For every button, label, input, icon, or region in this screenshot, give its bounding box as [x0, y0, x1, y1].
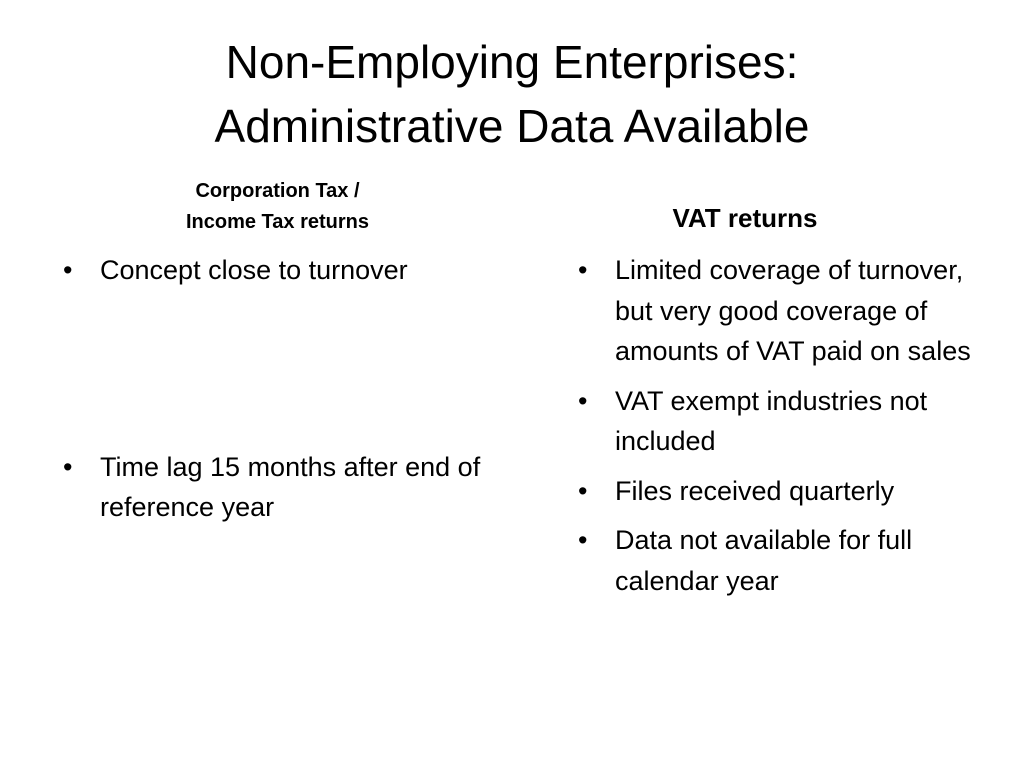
vat-returns-heading — [580, 200, 910, 236]
list-item: • Data not available for full calendar year — [575, 520, 995, 601]
corporation-tax-bullet-list — [60, 250, 490, 528]
corporation-tax-heading — [120, 176, 435, 238]
vat-returns-bullet-list — [575, 250, 995, 610]
slide-title-line-2: Administrative Data Available — [214, 100, 810, 152]
list-item: • VAT exempt industries not included — [575, 381, 995, 462]
corporation-tax-heading-line-1: Corporation Tax / — [195, 180, 360, 202]
list-item: • Limited coverage of turnover, but very good coverage of amounts of VAT paid on sales — [575, 250, 995, 372]
slide-title — [0, 30, 1024, 158]
list-item: • Files received quarterly — [575, 471, 995, 512]
corporation-tax-heading-line-2: Income Tax returns — [185, 211, 370, 233]
vat-returns-heading-text: VAT returns — [672, 203, 818, 233]
slide-title-line-1: Non-Employing Enterprises: — [225, 36, 799, 88]
list-item: • Time lag 15 months after end of reference year — [60, 447, 490, 528]
list-item: • Concept close to turnover — [60, 250, 490, 291]
